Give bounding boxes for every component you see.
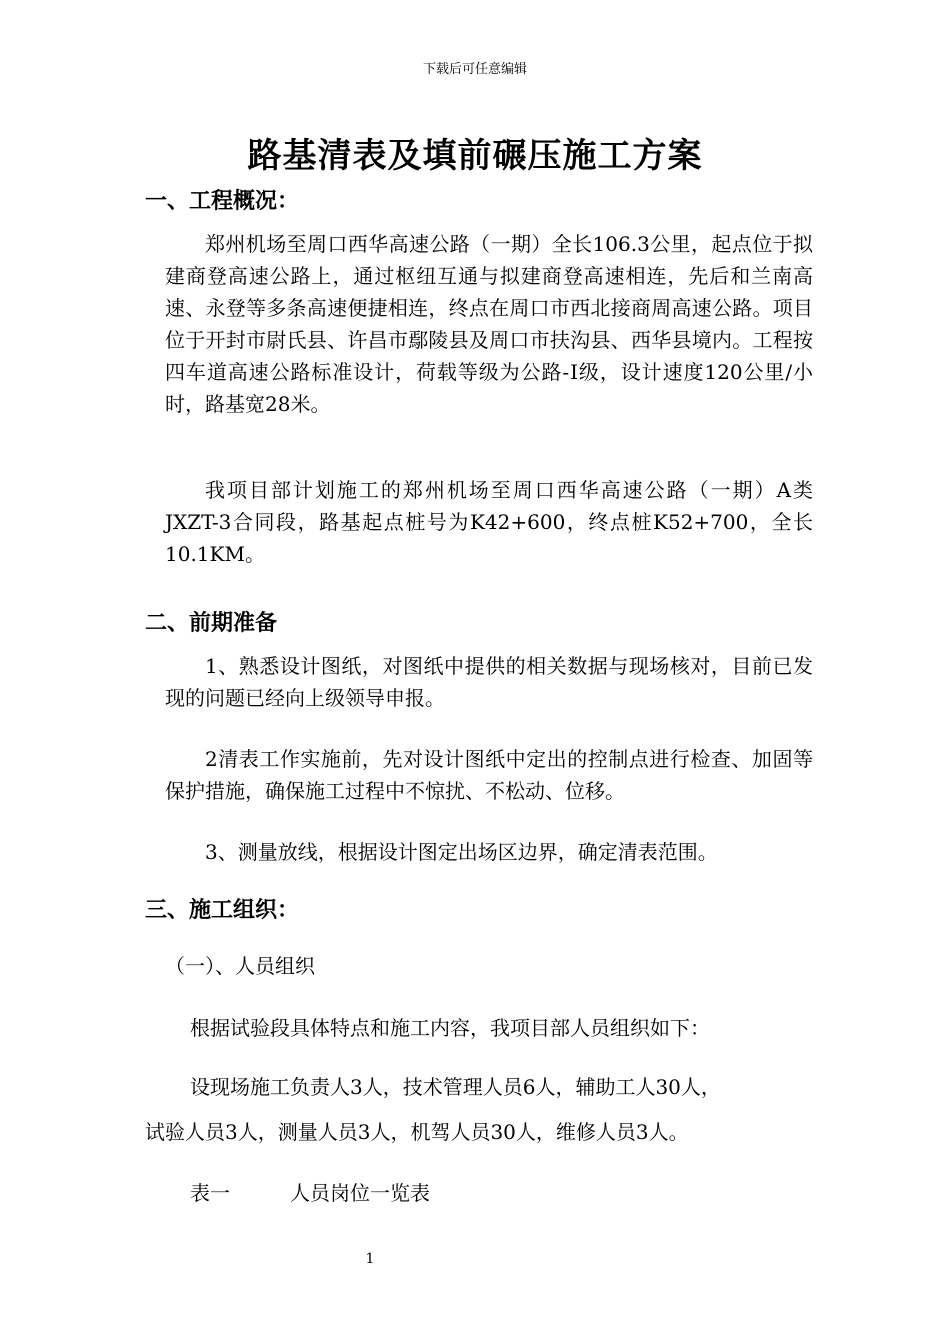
personnel-list-line-1: 设现场施工负责人3人，技术管理人员6人，辅助工人30人，: [190, 1075, 721, 1099]
preparation-item-2: 2清表工作实施前，先对设计图纸中定出的控制点进行检查、加固等保护措施，确保施工过程中不惊扰、不松动、位移。: [165, 747, 813, 803]
table-label: 表一: [190, 1181, 230, 1205]
header-note: 下载后可任意编辑: [422, 62, 527, 77]
section-heading-organization: 三、施工组织：: [145, 898, 300, 923]
overview-paragraph-1: 郑州机场至周口西华高速公路（一期）全长106.3公里，起点位于拟建商登高速公路上，通过枢纽互通与拟建商登高速相连，先后和兰南高速、永登等多条高速便捷相连，终点在周口市西北接商周高速公路。项目位于开封市尉氏县、许昌市鄢陵县及周口市扶沟县、西华县境内。工程按四车道高速公路标准设计，荷载等级为公路-Ⅰ级，设计速度120公里/小时，路基宽28米。: [165, 232, 813, 416]
subsection-heading-personnel: （一）、人员组织: [165, 954, 315, 978]
personnel-intro: 根据试验段具体特点和施工内容，我项目部人员组织如下：: [190, 1016, 710, 1040]
page-number: 1: [365, 1251, 375, 1267]
section-heading-preparation: 二、前期准备: [145, 611, 278, 636]
preparation-item-3: 3、测量放线，根据设计图定出场区边界，确定清表范围。: [205, 840, 718, 864]
personnel-list-line-2: 试验人员3人，测量人员3人，机驾人员30人，维修人员3人。: [145, 1120, 689, 1144]
preparation-item-1: 1、熟悉设计图纸，对图纸中提供的相关数据与现场核对，目前已发现的问题已经向上级领导申报。: [165, 654, 813, 710]
table-title: 人员岗位一览表: [290, 1181, 430, 1205]
document-title: 路基清表及填前碾压施工方案: [247, 136, 703, 176]
overview-paragraph-2: 我项目部计划施工的郑州机场至周口西华高速公路（一期）A类JXZT-3合同段，路基起点桩号为K42+600，终点桩K52+700，全长10.1KM。: [165, 478, 813, 566]
section-heading-overview: 一、工程概况：: [145, 189, 300, 214]
